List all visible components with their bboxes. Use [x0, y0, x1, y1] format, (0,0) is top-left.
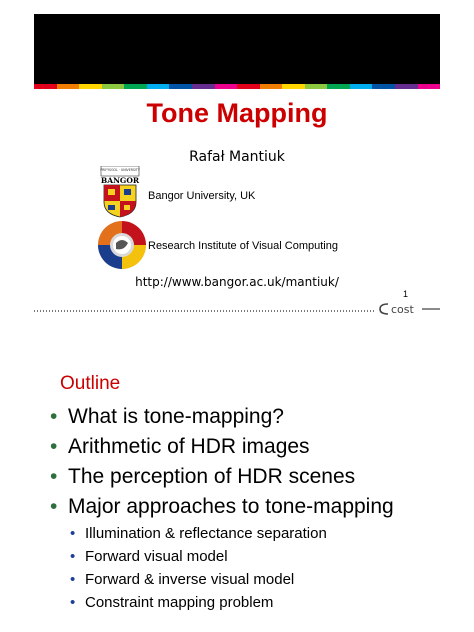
slide-title: Tone Mapping [146, 98, 328, 128]
sub-list-item: • Illumination & reflectance separation [68, 522, 327, 545]
sub-bullet-icon: • [70, 525, 76, 542]
rainbow-segment [192, 84, 215, 89]
affiliation-rivic: Research Institute of Visual Computing [148, 240, 338, 252]
cost-logo [378, 301, 440, 317]
svg-text:BANGOR: BANGOR [100, 176, 140, 185]
footer-dotted-line [34, 310, 374, 312]
bullet-icon: • [50, 435, 58, 458]
rainbow-segment [395, 84, 418, 89]
sub-list-item: • Forward & inverse visual model [68, 568, 327, 591]
svg-text:PRIFYSGOL · UNIVERSITY: PRIFYSGOL · UNIVERSITY [100, 168, 140, 172]
list-item: • The perception of HDR scenes [48, 462, 394, 492]
rainbow-segment [215, 84, 238, 89]
list-item: • Arithmetic of HDR images [48, 432, 394, 462]
rainbow-segment [102, 84, 125, 89]
rainbow-segment [327, 84, 350, 89]
outline-heading: Outline [60, 373, 121, 394]
bullet-icon: • [50, 405, 58, 428]
affiliation-bangor: Bangor University, UK [148, 190, 256, 202]
sub-bullet-icon: • [70, 571, 76, 588]
bullet-icon: • [50, 465, 58, 488]
svg-text:cost: cost [391, 303, 414, 316]
sub-list-item: • Forward visual model [68, 545, 327, 568]
rainbow-segment [57, 84, 80, 89]
rivic-swirl-logo [96, 219, 148, 271]
rainbow-segment [147, 84, 170, 89]
rainbow-segment [34, 84, 57, 89]
rainbow-segment [169, 84, 192, 89]
list-item: • Major approaches to tone-mapping [48, 492, 394, 522]
title-slide [34, 14, 440, 322]
author-url[interactable]: http://www.bangor.ac.uk/mantiuk/ [135, 275, 339, 289]
rainbow-segment [350, 84, 373, 89]
list-item: • What is tone-mapping? [48, 402, 394, 432]
rainbow-segment [260, 84, 283, 89]
rainbow-segment [79, 84, 102, 89]
outline-list [48, 402, 394, 522]
rainbow-segment [282, 84, 305, 89]
rainbow-segment [124, 84, 147, 89]
rainbow-segment [372, 84, 395, 89]
sub-bullet-icon: • [70, 548, 76, 565]
author-name: Rafał Mantiuk [189, 149, 285, 165]
bangor-crest-logo [100, 166, 140, 218]
rainbow-segment [237, 84, 260, 89]
rainbow-segment [305, 84, 328, 89]
bullet-icon: • [50, 495, 58, 518]
page-number: 1 [403, 289, 409, 299]
sub-list-item: • Constraint mapping problem [68, 591, 327, 614]
top-black-banner [34, 14, 440, 84]
sub-bullet-icon: • [70, 594, 76, 611]
outline-sublist [68, 522, 327, 614]
rainbow-stripe [34, 84, 440, 89]
rainbow-segment [418, 84, 441, 89]
